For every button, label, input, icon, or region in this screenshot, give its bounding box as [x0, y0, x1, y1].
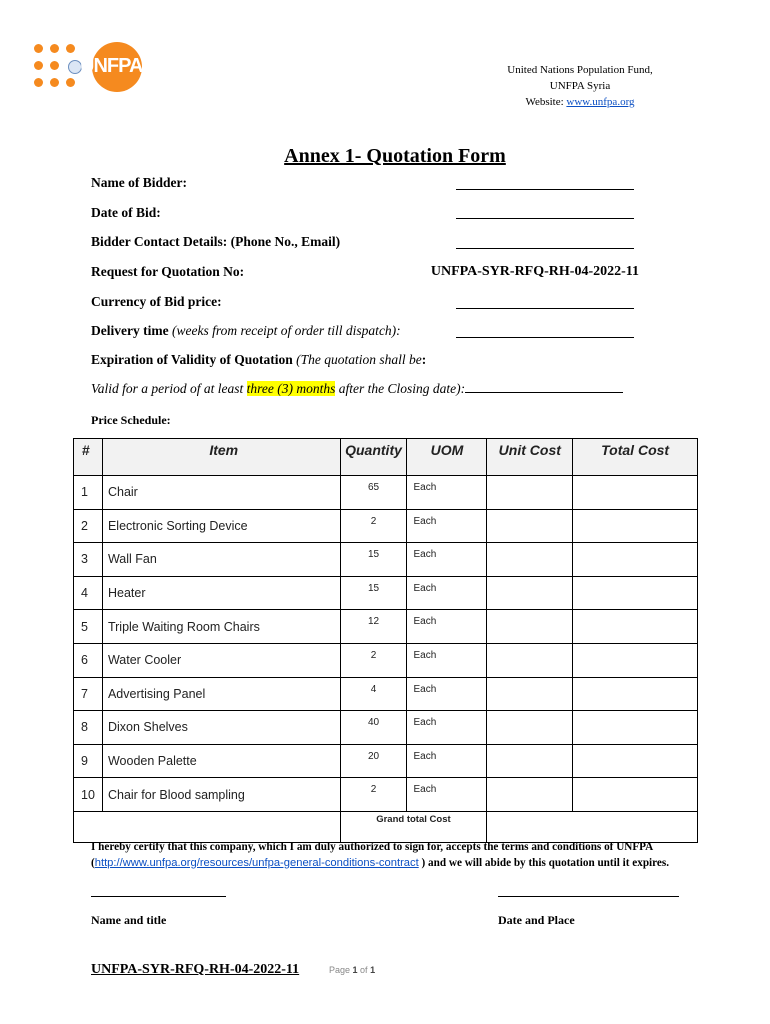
- grand-total-spacer: [74, 811, 341, 842]
- delivery-note: (weeks from receipt of order till dispatch):: [171, 323, 401, 338]
- table-row: [74, 509, 698, 543]
- logo-dot: [34, 44, 43, 53]
- validity-suffix: after the Closing date):: [335, 381, 466, 396]
- contact-details-field[interactable]: [456, 248, 634, 249]
- org-name: United Nations Population Fund,: [507, 64, 653, 76]
- validity-prefix: Valid for a period of at least: [91, 381, 247, 396]
- row-total-cost-cell[interactable]: [573, 509, 698, 543]
- validity-highlight: three (3) months: [246, 381, 336, 396]
- row-quantity: 2: [340, 778, 407, 812]
- row-total-cost-cell[interactable]: [573, 711, 698, 745]
- conditions-link[interactable]: http://www.unfpa.org/resources/unfpa-general-conditions-contract: [94, 856, 419, 869]
- row-number: 6: [74, 643, 103, 677]
- logo-dot: [66, 44, 75, 53]
- col-header-quantity: Quantity: [340, 439, 407, 476]
- website-label: Website:: [525, 96, 567, 108]
- row-total-cost-cell[interactable]: [573, 576, 698, 610]
- row-number: 9: [74, 744, 103, 778]
- price-schedule-table: [73, 438, 698, 843]
- row-item: Chair: [102, 476, 340, 510]
- row-item: Wall Fan: [102, 543, 340, 577]
- page-current: 1: [352, 965, 358, 975]
- row-uom: Each: [407, 677, 487, 711]
- grand-total-cell[interactable]: [487, 811, 698, 842]
- page-total: 1: [370, 965, 376, 975]
- row-quantity: 12: [340, 610, 407, 644]
- rfq-number-value: UNFPA-SYR-RFQ-RH-04-2022-11: [430, 264, 639, 279]
- website-link[interactable]: www.unfpa.org: [566, 96, 635, 108]
- currency-field[interactable]: [456, 308, 634, 309]
- col-header-uom: UOM: [407, 439, 487, 476]
- logo-dot: [66, 78, 75, 87]
- row-number: 2: [74, 509, 103, 543]
- col-header-number: #: [74, 439, 103, 476]
- delivery-label: Delivery time: [91, 323, 169, 338]
- logo-dot: [50, 78, 59, 87]
- validity-statement: [91, 381, 623, 397]
- expiration-label: [91, 352, 426, 368]
- row-unit-cost-cell[interactable]: [487, 778, 573, 812]
- row-unit-cost-cell[interactable]: [487, 543, 573, 577]
- row-uom: Each: [407, 778, 487, 812]
- row-item: Dixon Shelves: [102, 711, 340, 745]
- row-unit-cost-cell[interactable]: [487, 744, 573, 778]
- row-unit-cost-cell[interactable]: [487, 576, 573, 610]
- table-row: [74, 610, 698, 644]
- row-item: Water Cooler: [102, 643, 340, 677]
- row-number: 3: [74, 543, 103, 577]
- org-website: [500, 94, 660, 110]
- row-number: 5: [74, 610, 103, 644]
- row-uom: Each: [407, 543, 487, 577]
- table-row: [74, 643, 698, 677]
- col-header-unit-cost: Unit Cost: [487, 439, 573, 476]
- row-unit-cost-cell[interactable]: [487, 610, 573, 644]
- org-address: [500, 62, 660, 110]
- table-row: [74, 677, 698, 711]
- row-quantity: 20: [340, 744, 407, 778]
- rfq-number-label: Request for Quotation No:: [91, 264, 245, 279]
- row-item: Triple Waiting Room Chairs: [102, 610, 340, 644]
- unfpa-logo: [32, 42, 143, 92]
- row-uom: Each: [407, 509, 487, 543]
- row-unit-cost-cell[interactable]: [487, 643, 573, 677]
- table-header-row: [74, 439, 698, 476]
- org-office: UNFPA Syria: [549, 80, 611, 92]
- row-item: Heater: [102, 576, 340, 610]
- row-number: 4: [74, 576, 103, 610]
- grand-total-row: [74, 811, 698, 842]
- table-row: [74, 543, 698, 577]
- row-number: 7: [74, 677, 103, 711]
- logo-dot: [34, 78, 43, 87]
- validity-field[interactable]: [465, 381, 623, 393]
- row-unit-cost-cell[interactable]: [487, 677, 573, 711]
- row-quantity: 40: [340, 711, 407, 745]
- page-number: [329, 965, 375, 975]
- row-total-cost-cell[interactable]: [573, 643, 698, 677]
- row-total-cost-cell[interactable]: [573, 543, 698, 577]
- row-uom: Each: [407, 576, 487, 610]
- certification-text: [91, 840, 681, 871]
- row-total-cost-cell[interactable]: [573, 677, 698, 711]
- page-title: Annex 1- Quotation Form: [284, 145, 506, 167]
- footer-reference: UNFPA-SYR-RFQ-RH-04-2022-11: [91, 962, 300, 977]
- date-place-label: Date and Place: [498, 913, 575, 927]
- name-of-bidder-label: Name of Bidder:: [91, 175, 187, 190]
- page-prefix: Page: [329, 965, 353, 975]
- contact-details-label: Bidder Contact Details: (Phone No., Email): [91, 234, 341, 249]
- logo-dot: [34, 61, 43, 70]
- delivery-time-label: [91, 323, 401, 339]
- table-row: [74, 576, 698, 610]
- logo-dot: [50, 61, 59, 70]
- row-total-cost-cell[interactable]: [573, 476, 698, 510]
- row-uom: Each: [407, 643, 487, 677]
- row-item: Chair for Blood sampling: [102, 778, 340, 812]
- certification-text-1: I hereby certify that this company, which I am duly authorized to sign for, accepts the terms and conditions of UNFPA (: [91, 841, 653, 869]
- expiration-note: (The quotation shall be: [296, 352, 422, 367]
- row-number: 10: [74, 778, 103, 812]
- col-header-item: Item: [102, 439, 340, 476]
- table-row: [74, 778, 698, 812]
- expiration-colon: :: [421, 352, 427, 367]
- row-unit-cost-cell[interactable]: [487, 711, 573, 745]
- row-quantity: 2: [340, 509, 407, 543]
- currency-label: Currency of Bid price:: [91, 294, 222, 309]
- table-row: [74, 744, 698, 778]
- date-place-field[interactable]: [498, 896, 679, 897]
- date-of-bid-field[interactable]: [456, 218, 634, 219]
- date-of-bid-label: Date of Bid:: [91, 205, 161, 220]
- row-uom: Each: [407, 610, 487, 644]
- row-number: 8: [74, 711, 103, 745]
- row-unit-cost-cell[interactable]: [487, 509, 573, 543]
- name-of-bidder-field[interactable]: [456, 189, 634, 190]
- row-item: Wooden Palette: [102, 744, 340, 778]
- row-total-cost-cell[interactable]: [573, 778, 698, 812]
- name-title-field[interactable]: [91, 896, 226, 897]
- row-unit-cost-cell[interactable]: [487, 476, 573, 510]
- row-uom: Each: [407, 711, 487, 745]
- row-total-cost-cell[interactable]: [573, 610, 698, 644]
- row-uom: Each: [407, 744, 487, 778]
- row-item: Advertising Panel: [102, 677, 340, 711]
- page-of: of: [357, 965, 371, 975]
- row-uom: Each: [407, 476, 487, 510]
- col-header-total-cost: Total Cost: [573, 439, 698, 476]
- logo-dot: [50, 44, 59, 53]
- grand-total-label: Grand total Cost: [340, 811, 487, 842]
- row-quantity: 15: [340, 543, 407, 577]
- table-row: [74, 476, 698, 510]
- delivery-time-field[interactable]: [456, 337, 634, 338]
- row-total-cost-cell[interactable]: [573, 744, 698, 778]
- row-quantity: 65: [340, 476, 407, 510]
- row-quantity: 15: [340, 576, 407, 610]
- table-row: [74, 711, 698, 745]
- row-number: 1: [74, 476, 103, 510]
- logo-text: UNFPA: [80, 55, 143, 77]
- certification-text-2: ) and we will abide by this quotation until it expires.: [418, 856, 670, 869]
- row-quantity: 2: [340, 643, 407, 677]
- row-item: Electronic Sorting Device: [102, 509, 340, 543]
- price-schedule-label: Price Schedule:: [91, 413, 171, 427]
- expiration-title: Expiration of Validity of Quotation: [91, 352, 293, 367]
- name-title-label: Name and title: [91, 913, 167, 927]
- row-quantity: 4: [340, 677, 407, 711]
